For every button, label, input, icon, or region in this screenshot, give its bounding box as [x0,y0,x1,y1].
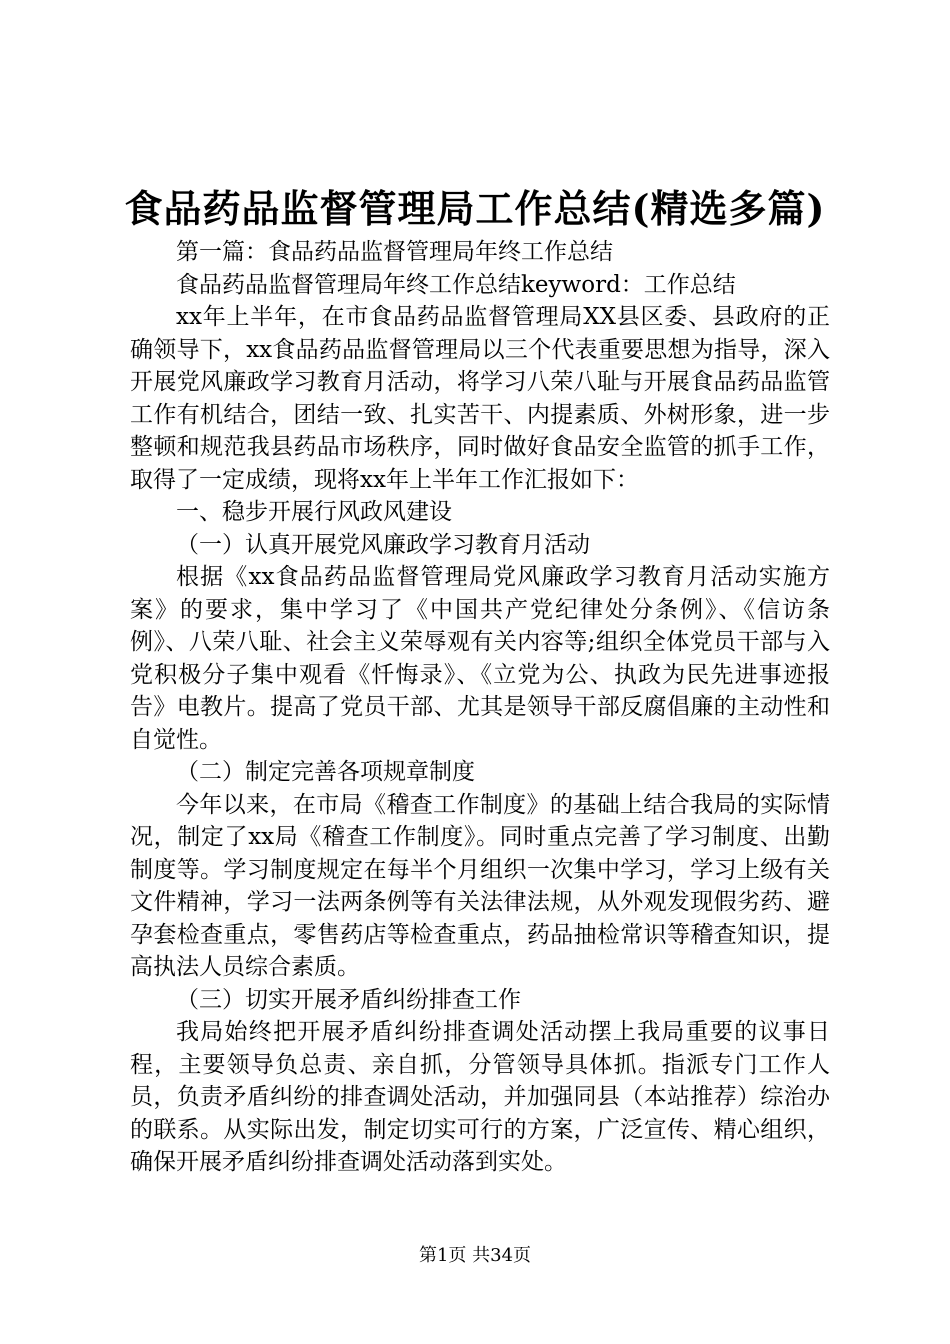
paragraph-1: 根据《xx食品药品监督管理局党风廉政学习教育月活动实施方案》的要求，集中学习了《中国共产党纪律处分条例》、《信访条例》、八荣八耻、社会主义荣辱观有关内容等;组织全体党员干部与入党积极分子集中观看《忏悔录》、《立党为公、执政为民先进事迹报告》电教片。提高了党员干部、尤其是领导干部反腐倡廉的主动性和自觉性。 [130,564,830,753]
intro-paragraph: xx年上半年，在市食品药品监督管理局XX县区委、县政府的正确领导下，xx食品药品监督管理局以三个代表重要思想为指导，深入开展党风廉政学习教育月活动，将学习八荣八耻与开展食品药品监管工作有机结合，团结一致、扎实苦干、内提素质、外树形象，进一步整顿和规范我县药品市场秩序，同时做好食品安全监管的抓手工作，取得了一定成绩，现将xx年上半年工作汇报如下： [130,304,830,493]
subsection-heading-1: （一）认真开展党风廉政学习教育月活动 [176,531,590,558]
paragraph-3: 我局始终把开展矛盾纠纷排查调处活动摆上我局重要的议事日程，主要领导负总责、亲自抓，分管领导具体抓。指派专门工作人员，负责矛盾纠纷的排查调处活动，并加强同县（本站推荐）综治办的联系。从实际出发，制定切实可行的方案，广泛宣传、精心组织，确保开展矛盾纠纷排查调处活动落到实处。 [130,1019,830,1175]
document-body [130,236,830,1179]
paragraph-2: 今年以来，在市局《稽查工作制度》的基础上结合我局的实际情况，制定了xx局《稽查工作制度》。同时重点完善了学习制度、出勤制度等。学习制度规定在每半个月组织一次集中学习，学习上级有关文件精神，学习一法两条例等有关法律法规，从外观发现假劣药、避孕套检查重点，零售药店等检查重点，药品抽检常识等稽查知识，提高执法人员综合素质。 [130,791,830,980]
page-number-footer: 第1页 共34页 [418,1245,532,1266]
document-title: 食品药品监督管理局工作总结(精选多篇) [124,186,826,231]
subsection-heading-3: （三）切实开展矛盾纠纷排查工作 [176,986,521,1013]
subsection-heading-2: （二）制定完善各项规章制度 [176,759,475,785]
section-heading: 第一篇：食品药品监督管理局年终工作总结 [176,239,613,265]
subtitle-keyword-line: 食品药品监督管理局年终工作总结keyword：工作总结 [176,271,736,298]
section-heading-1: 一、稳步开展行风政风建设 [176,499,452,525]
